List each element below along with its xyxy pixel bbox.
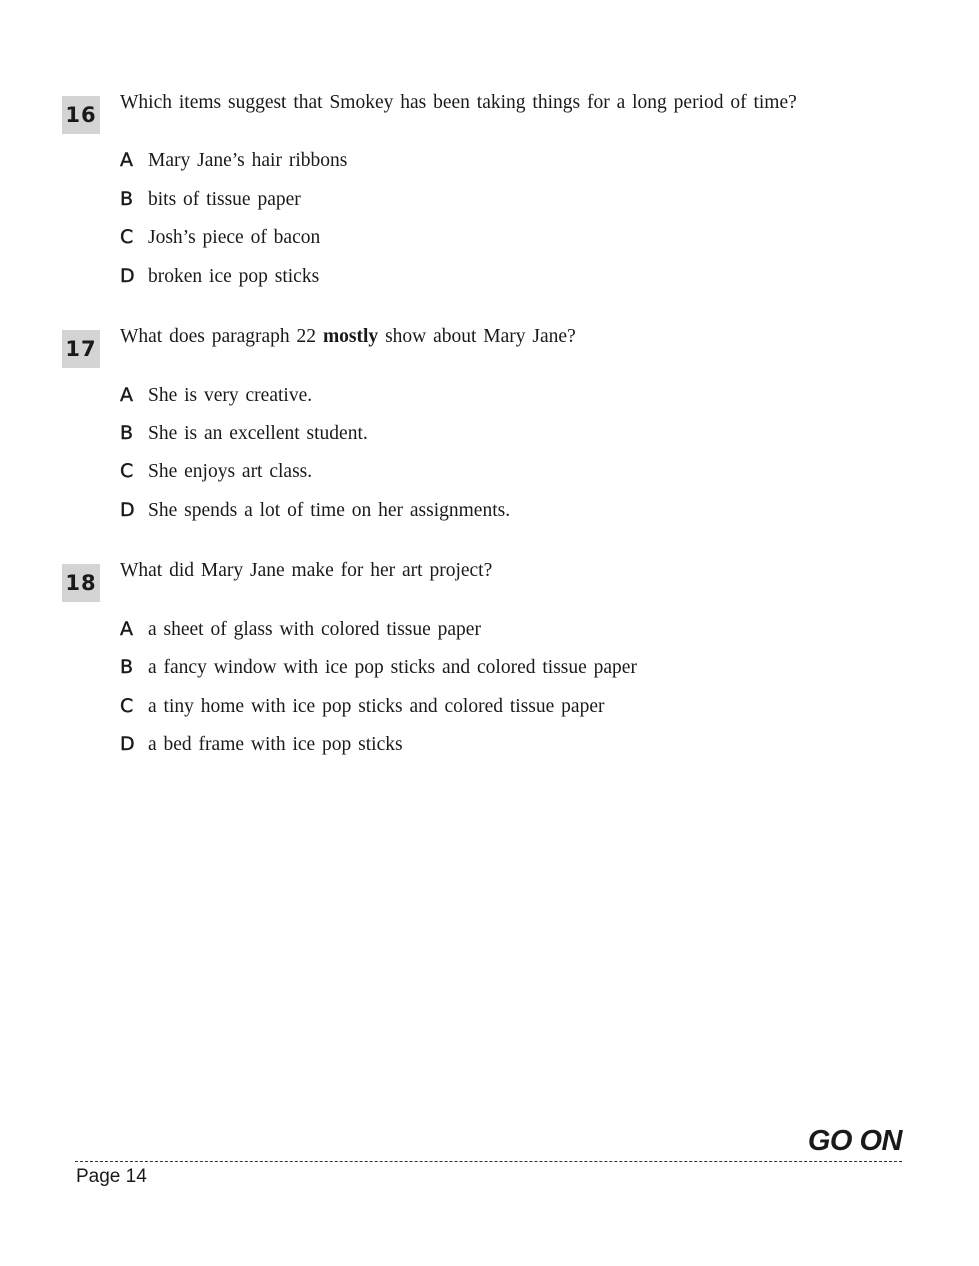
answer-option-b[interactable] xyxy=(120,656,637,682)
option-text: a bed frame with ice pop sticks xyxy=(148,734,403,755)
question-stem: Which items suggest that Smokey has been taking things for a long period of time? xyxy=(120,92,797,113)
option-letter: C xyxy=(120,460,134,482)
answer-option-a[interactable] xyxy=(120,618,481,644)
option-text: a fancy window with ice pop sticks and colored tissue paper xyxy=(148,657,637,678)
option-letter: B xyxy=(120,422,134,444)
option-letter: C xyxy=(120,226,134,248)
footer-divider xyxy=(75,1161,902,1162)
answer-option-a[interactable] xyxy=(120,149,347,175)
option-letter: A xyxy=(120,149,133,171)
option-text: She enjoys art class. xyxy=(148,461,313,482)
option-text: bits of tissue paper xyxy=(148,189,301,210)
question-stem xyxy=(120,324,576,350)
option-letter: B xyxy=(120,656,134,678)
go-on-label: GO ON xyxy=(807,1125,902,1157)
option-text: a tiny home with ice pop sticks and colored tissue paper xyxy=(148,696,605,717)
answer-option-b[interactable] xyxy=(120,188,301,214)
option-letter: A xyxy=(120,384,133,406)
option-text: She spends a lot of time on her assignments. xyxy=(148,500,511,521)
option-letter: D xyxy=(120,499,135,521)
answer-option-c[interactable] xyxy=(120,460,312,486)
answer-option-d[interactable] xyxy=(120,733,403,759)
option-letter: D xyxy=(120,733,135,755)
option-text: Mary Jane’s hair ribbons xyxy=(148,150,348,171)
question-number: 18 xyxy=(62,564,100,602)
answer-option-a[interactable] xyxy=(120,384,312,410)
option-text: She is an excellent student. xyxy=(148,423,368,444)
option-letter: A xyxy=(120,618,133,640)
answer-option-b[interactable] xyxy=(120,422,368,448)
question-number: 16 xyxy=(62,96,100,134)
option-letter: C xyxy=(120,695,134,717)
question-number: 17 xyxy=(62,330,100,368)
answer-option-d[interactable] xyxy=(120,499,510,525)
answer-option-c[interactable] xyxy=(120,695,604,721)
page-number: Page 14 xyxy=(76,1166,147,1187)
option-text: She is very creative. xyxy=(148,385,313,406)
question-stem: What did Mary Jane make for her art project? xyxy=(120,560,493,581)
stem-text: show about Mary Jane? xyxy=(378,326,576,347)
option-text: broken ice pop sticks xyxy=(148,266,320,287)
stem-emphasis: mostly xyxy=(322,326,379,347)
answer-option-c[interactable] xyxy=(120,226,320,252)
option-text: a sheet of glass with colored tissue paper xyxy=(148,619,481,640)
stem-text: What does paragraph 22 xyxy=(120,326,323,347)
option-letter: B xyxy=(120,188,134,210)
option-letter: D xyxy=(120,265,135,287)
answer-option-d[interactable] xyxy=(120,265,319,291)
option-text: Josh’s piece of bacon xyxy=(148,227,321,248)
